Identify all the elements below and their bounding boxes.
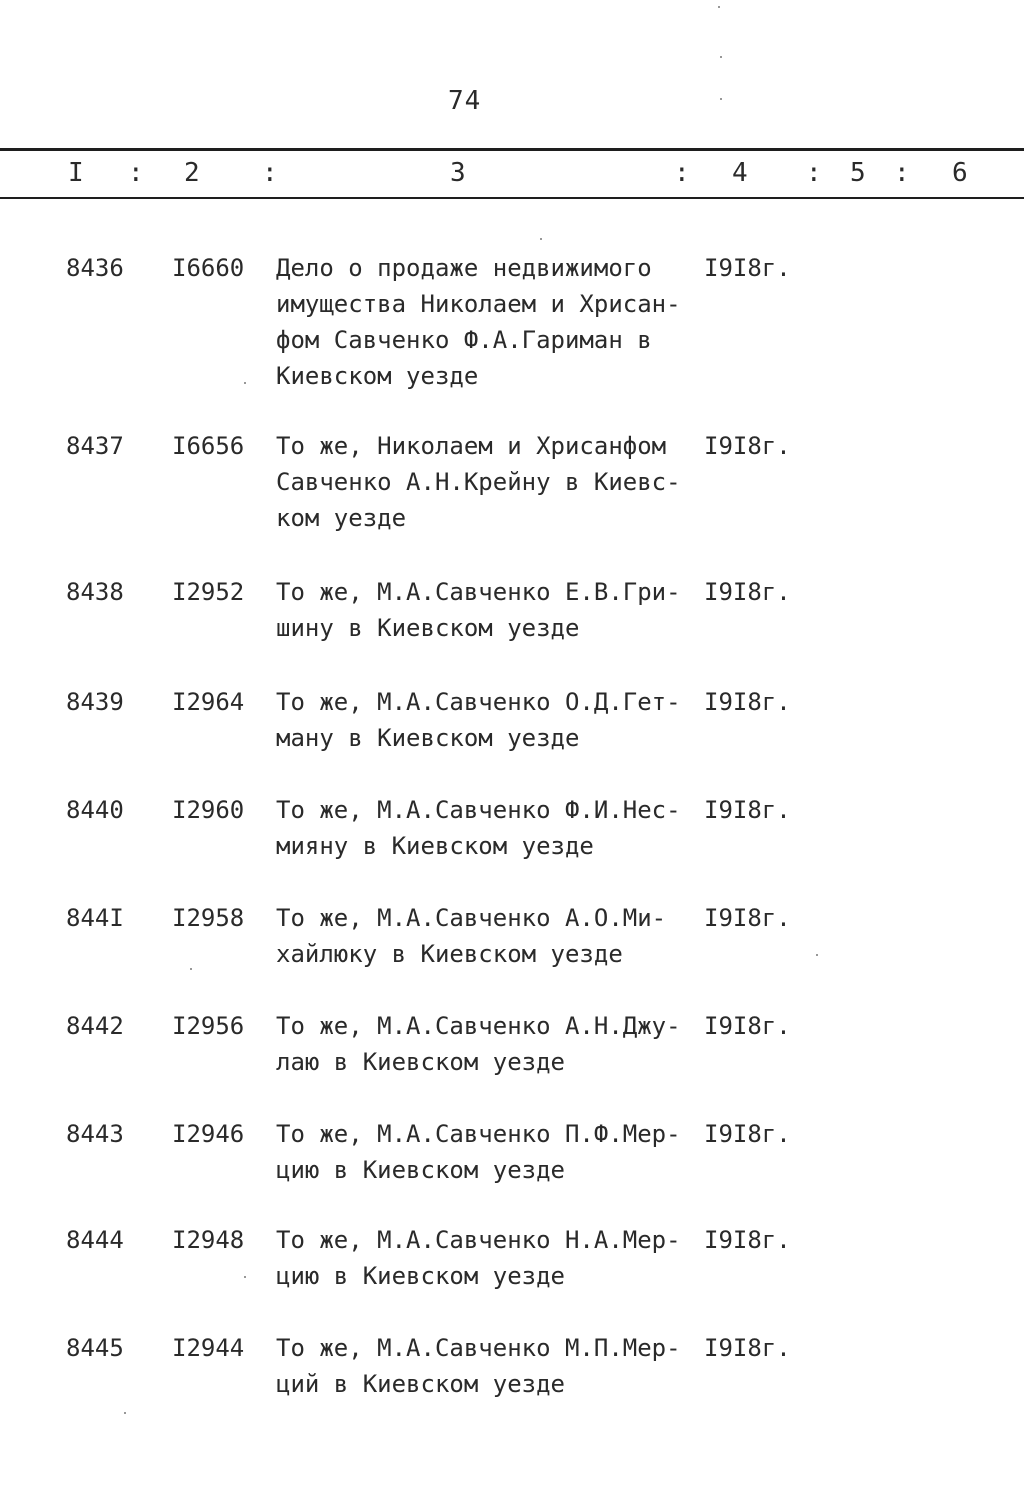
record-number: 844I bbox=[66, 904, 124, 932]
column-separator: : bbox=[128, 158, 144, 188]
description-line: То же, М.А.Савченко Е.В.Гри- bbox=[276, 578, 681, 606]
description-line: шину в Киевском уезде bbox=[276, 614, 580, 642]
scan-speck bbox=[720, 56, 722, 58]
column-header-4: 4 bbox=[732, 158, 748, 188]
record-number: 8445 bbox=[66, 1334, 124, 1362]
header-rule-bottom bbox=[0, 197, 1024, 199]
record-number: 8443 bbox=[66, 1120, 124, 1148]
description-line: Савченко А.Н.Крейну в Киевс- bbox=[276, 468, 681, 496]
header-rule-top bbox=[0, 148, 1024, 151]
record-number: 8440 bbox=[66, 796, 124, 824]
case-description bbox=[276, 900, 706, 972]
description-line: Дело о продаже недвижимого bbox=[276, 254, 652, 282]
column-separator: : bbox=[806, 158, 822, 188]
case-code: I2958 bbox=[172, 904, 245, 932]
description-line: То же, М.А.Савченко А.Н.Джу- bbox=[276, 1012, 681, 1040]
page-number: 74 bbox=[448, 86, 482, 116]
column-header-5: 5 bbox=[850, 158, 866, 188]
case-year: I9I8г. bbox=[704, 688, 791, 716]
description-line: ций в Киевском уезде bbox=[276, 1370, 565, 1398]
case-year: I9I8г. bbox=[704, 578, 791, 606]
case-code: I2960 bbox=[172, 796, 245, 824]
column-separator: : bbox=[894, 158, 910, 188]
case-code: I6660 bbox=[172, 254, 245, 282]
case-code: I2964 bbox=[172, 688, 245, 716]
column-header-2: 2 bbox=[184, 158, 200, 188]
column-header-1: I bbox=[68, 158, 84, 188]
case-description bbox=[276, 1330, 706, 1402]
description-line: То же, М.А.Савченко Н.А.Мер- bbox=[276, 1226, 681, 1254]
scan-speck bbox=[720, 98, 722, 100]
scan-speck bbox=[540, 238, 542, 240]
description-line: То же, Николаем и Хрисанфом bbox=[276, 432, 667, 460]
case-description bbox=[276, 428, 706, 536]
column-header-3: 3 bbox=[450, 158, 466, 188]
column-header-6: 6 bbox=[952, 158, 968, 188]
case-description bbox=[276, 1008, 706, 1080]
case-description bbox=[276, 1222, 706, 1294]
record-number: 8436 bbox=[66, 254, 124, 282]
scan-speck bbox=[190, 968, 192, 970]
case-code: I2946 bbox=[172, 1120, 245, 1148]
record-number: 8439 bbox=[66, 688, 124, 716]
case-description bbox=[276, 250, 706, 394]
scan-speck bbox=[244, 382, 246, 384]
scan-speck bbox=[244, 1276, 246, 1278]
description-line: ком уезде bbox=[276, 504, 407, 532]
description-line: Киевском уезде bbox=[276, 362, 479, 390]
case-code: I2944 bbox=[172, 1334, 245, 1362]
description-line: ману в Киевском уезде bbox=[276, 724, 580, 752]
case-year: I9I8г. bbox=[704, 904, 791, 932]
description-line: То же, М.А.Савченко М.П.Мер- bbox=[276, 1334, 681, 1362]
case-code: I2956 bbox=[172, 1012, 245, 1040]
record-number: 8442 bbox=[66, 1012, 124, 1040]
description-line: хайлюку в Киевском уезде bbox=[276, 940, 623, 968]
case-code: I2952 bbox=[172, 578, 245, 606]
description-line: имущества Николаем и Хрисан- bbox=[276, 290, 681, 318]
column-separator: : bbox=[262, 158, 278, 188]
case-year: I9I8г. bbox=[704, 1012, 791, 1040]
description-line: То же, М.А.Савченко П.Ф.Мер- bbox=[276, 1120, 681, 1148]
description-line: фом Савченко Ф.А.Гариман в bbox=[276, 326, 652, 354]
record-number: 8437 bbox=[66, 432, 124, 460]
scan-speck bbox=[718, 6, 720, 8]
column-separator: : bbox=[674, 158, 690, 188]
description-line: То же, М.А.Савченко А.О.Ми- bbox=[276, 904, 667, 932]
case-year: I9I8г. bbox=[704, 254, 791, 282]
case-description bbox=[276, 684, 706, 756]
scan-speck bbox=[124, 1412, 126, 1414]
case-description bbox=[276, 574, 706, 646]
case-year: I9I8г. bbox=[704, 432, 791, 460]
case-year: I9I8г. bbox=[704, 1226, 791, 1254]
case-code: I6656 bbox=[172, 432, 245, 460]
description-line: цию в Киевском уезде bbox=[276, 1262, 565, 1290]
scan-speck bbox=[816, 954, 818, 956]
description-line: То же, М.А.Савченко О.Д.Гет- bbox=[276, 688, 681, 716]
case-description bbox=[276, 792, 706, 864]
record-number: 8438 bbox=[66, 578, 124, 606]
description-line: мияну в Киевском уезде bbox=[276, 832, 594, 860]
description-line: цию в Киевском уезде bbox=[276, 1156, 565, 1184]
case-year: I9I8г. bbox=[704, 1334, 791, 1362]
case-year: I9I8г. bbox=[704, 796, 791, 824]
case-year: I9I8г. bbox=[704, 1120, 791, 1148]
description-line: То же, М.А.Савченко Ф.И.Нес- bbox=[276, 796, 681, 824]
case-code: I2948 bbox=[172, 1226, 245, 1254]
record-number: 8444 bbox=[66, 1226, 124, 1254]
case-description bbox=[276, 1116, 706, 1188]
description-line: лаю в Киевском уезде bbox=[276, 1048, 565, 1076]
